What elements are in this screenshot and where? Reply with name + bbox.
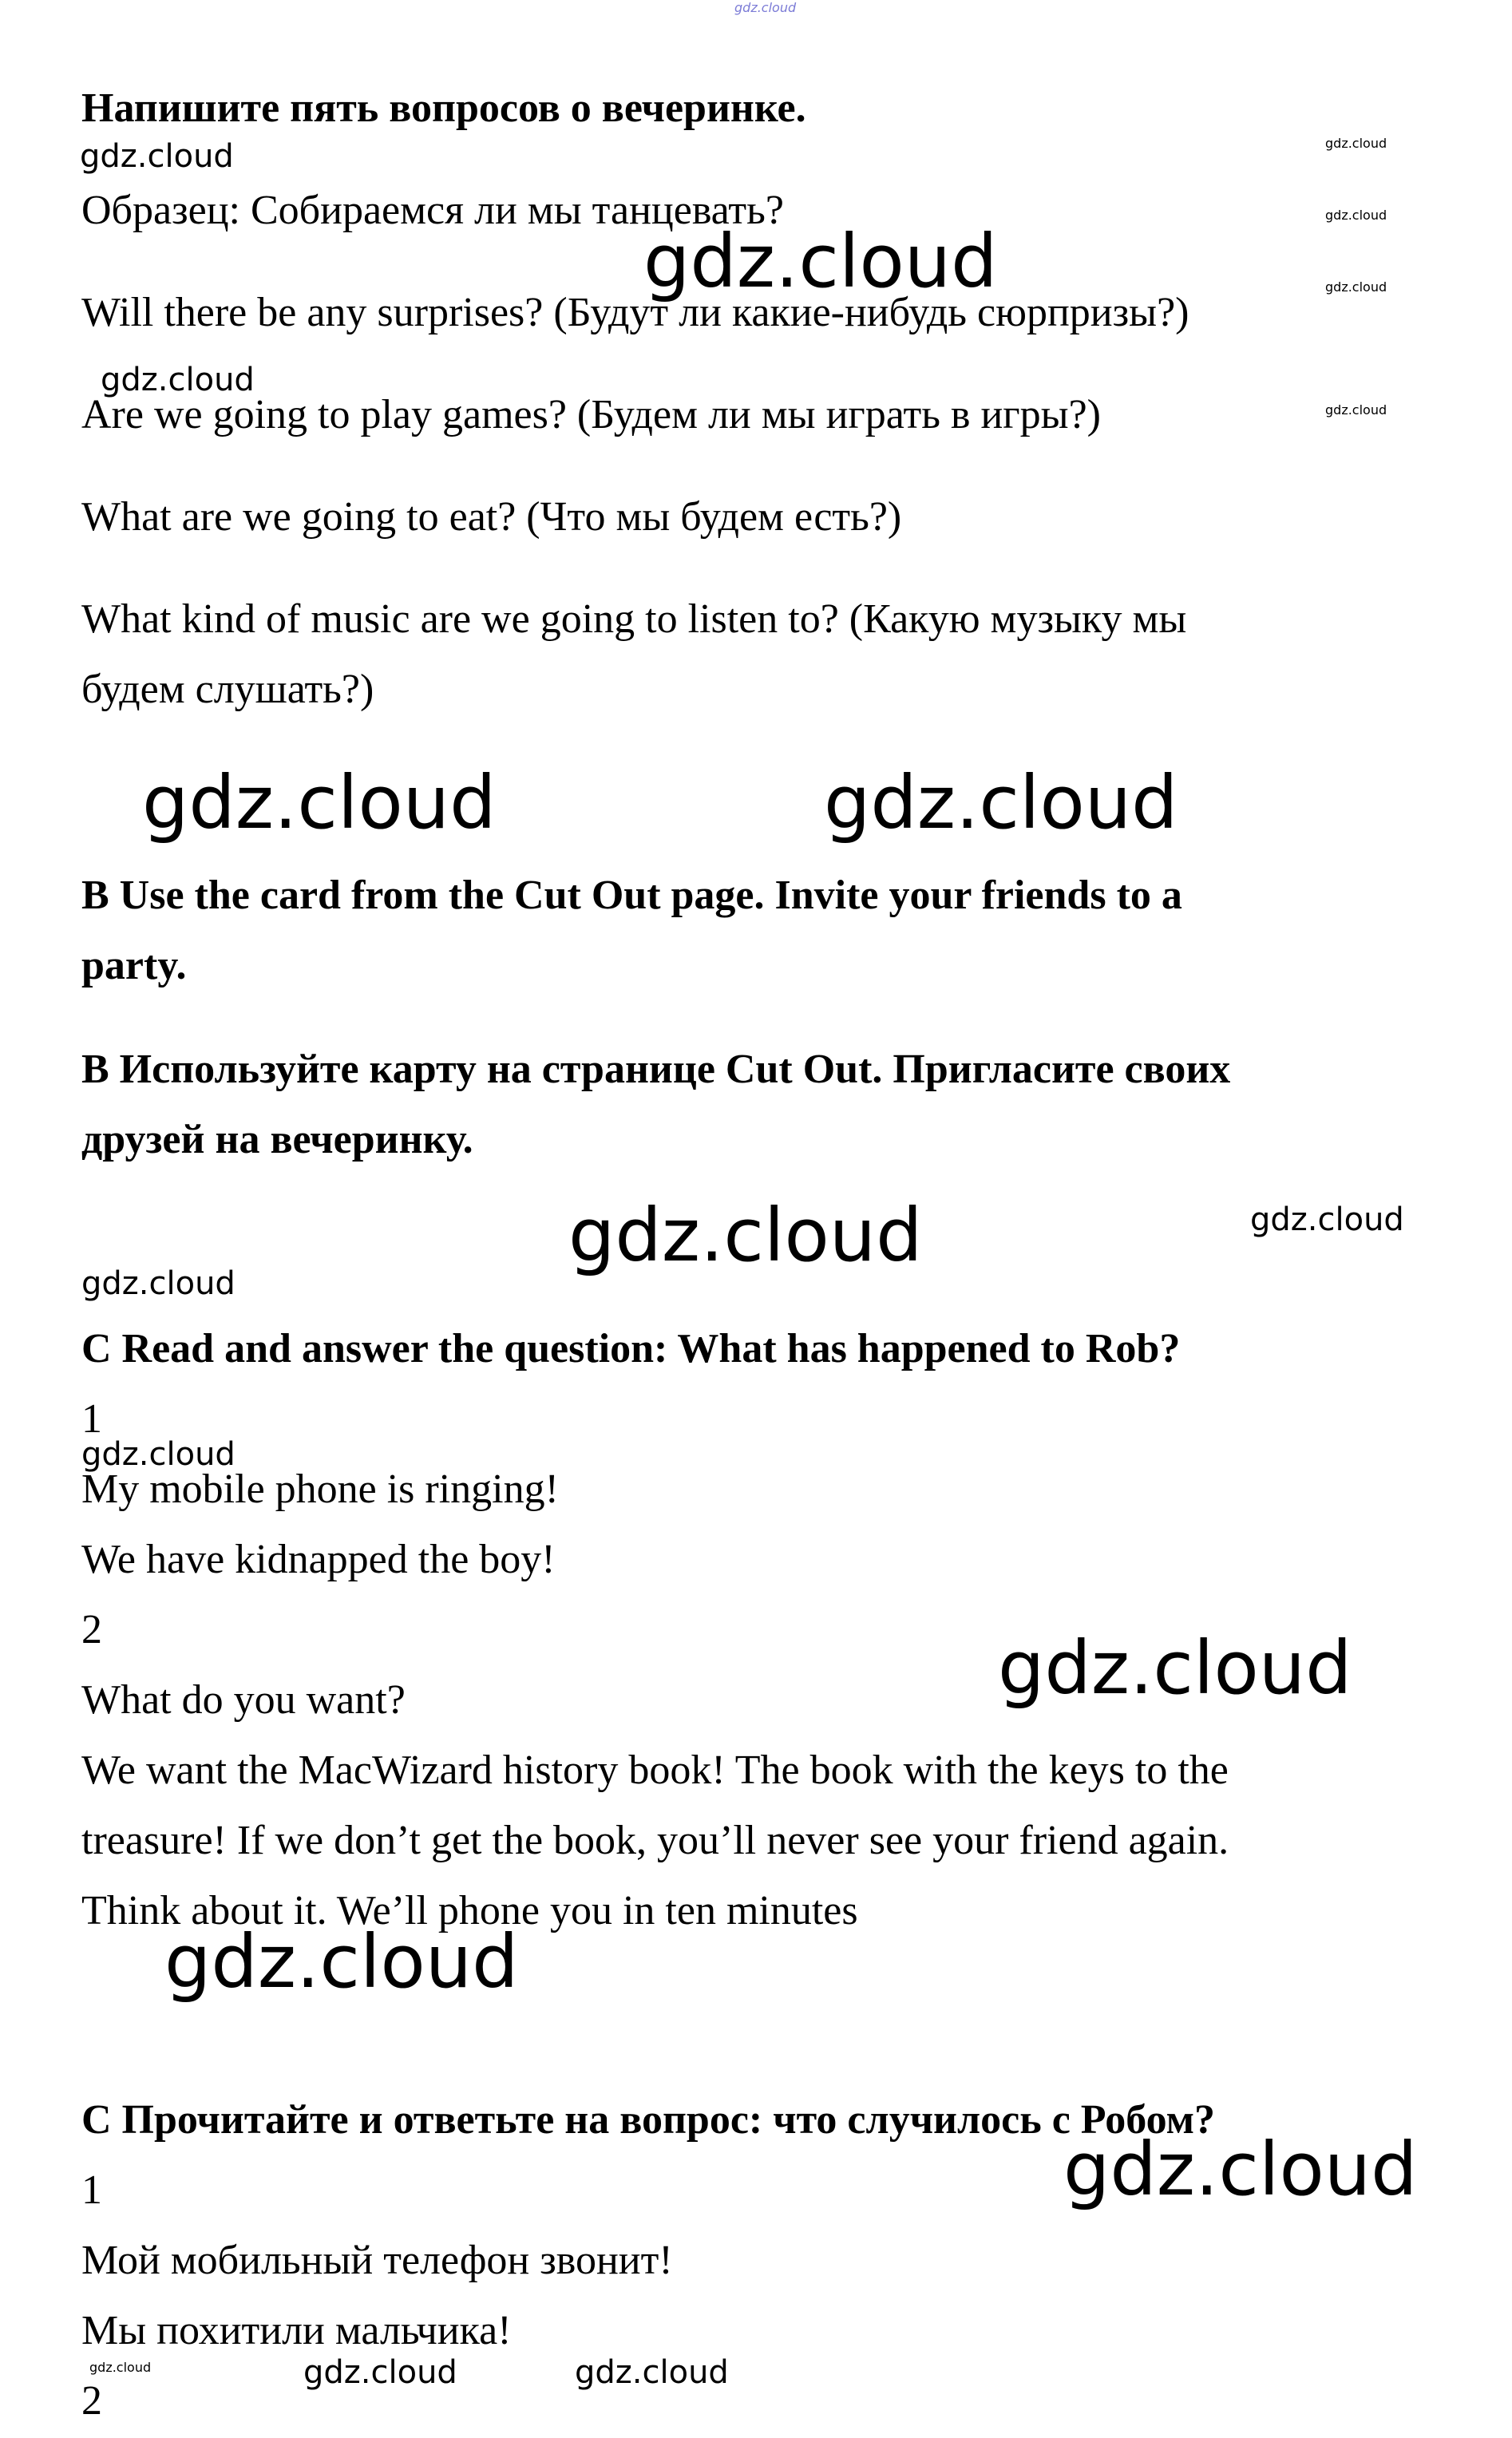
dialogue-line: We have kidnapped the boy!	[81, 1537, 556, 1582]
dialogue-line: We want the MacWizard history book! The book with the keys to the	[81, 1747, 1229, 1793]
task-heading-party-questions: Напишите пять вопросов о вечеринке.	[81, 85, 806, 131]
task-b-heading: B Use the card from the Cut Out page. Invite your friends to a	[81, 873, 1182, 918]
question-line: Will there be any surprises? (Будут ли какие-нибудь сюрпризы?)	[81, 290, 1189, 335]
watermark: gdz.cloud	[1325, 402, 1387, 418]
watermark: gdz.cloud	[89, 2360, 152, 2375]
question-line: What are we going to eat? (Что мы будем есть?)	[81, 494, 902, 540]
dialogue-line: treasure! If we don’t get the book, you’ll never see your friend again.	[81, 1818, 1229, 1863]
watermark: gdz.cloud	[142, 760, 497, 845]
question-line: What kind of music are we going to listen to? (Какую музыку мы	[81, 596, 1187, 642]
watermark: gdz.cloud	[81, 1436, 236, 1473]
item-number: 1	[81, 1396, 102, 1442]
item-number: 2	[81, 1607, 102, 1652]
watermark: gdz.cloud	[1325, 208, 1387, 223]
watermark: gdz.cloud	[1325, 136, 1387, 151]
item-number: 2	[81, 2378, 102, 2424]
watermark: gdz.cloud	[1250, 1201, 1404, 1238]
task-c-heading: C Read and answer the question: What has happened to Rob?	[81, 1326, 1181, 1371]
watermark: gdz.cloud	[643, 219, 998, 304]
watermark: gdz.cloud	[303, 2354, 457, 2391]
watermark: gdz.cloud	[1325, 279, 1387, 295]
watermark: gdz.cloud	[101, 362, 255, 398]
task-b-translation-continued: друзей на вечеринку.	[81, 1117, 473, 1162]
question-line-continued: будем слушать?)	[81, 667, 374, 712]
watermark: gdz.cloud	[568, 1193, 923, 1278]
task-b-translation: В Используйте карту на странице Cut Out. Пригласите своих	[81, 1047, 1231, 1092]
watermark: gdz.cloud	[824, 760, 1178, 845]
watermark: gdz.cloud	[81, 1265, 236, 1302]
question-line: Are we going to play games? (Будем ли мы играть в игры?)	[81, 392, 1101, 437]
translation-line: Мой мобильный телефон звонит!	[81, 2238, 673, 2283]
dialogue-line: My mobile phone is ringing!	[81, 1466, 559, 1512]
watermark: gdz.cloud	[164, 1919, 519, 2005]
watermark: gdz.cloud	[1063, 2127, 1418, 2212]
dialogue-line: What do you want?	[81, 1677, 406, 1723]
item-number: 1	[81, 2167, 102, 2213]
top-watermark: gdz.cloud	[734, 0, 797, 15]
example-line: Образец: Собираемся ли мы танцевать?	[81, 188, 784, 233]
watermark: gdz.cloud	[998, 1625, 1352, 1711]
watermark: gdz.cloud	[575, 2354, 729, 2391]
task-c-translation-heading: С Прочитайте и ответьте на вопрос: что случилось с Робом?	[81, 2097, 1216, 2143]
task-b-heading-continued: party.	[81, 943, 187, 988]
watermark: gdz.cloud	[80, 138, 234, 175]
translation-line: Мы похитили мальчика!	[81, 2308, 512, 2353]
dialogue-line: Think about it. We’ll phone you in ten minutes	[81, 1888, 858, 1933]
